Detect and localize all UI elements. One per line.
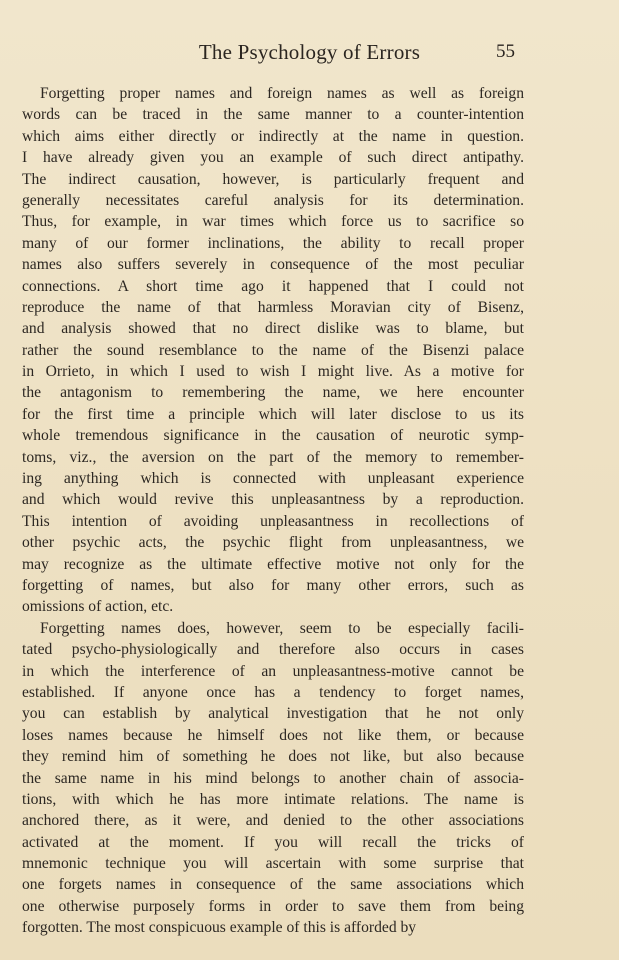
text-line: omissions of action, etc. [22, 598, 174, 616]
text-line: for the first time a principle which will later disclose to us its [22, 405, 524, 423]
text-line: tions, with which he has more intimate relations. The name is [22, 790, 524, 808]
text-line: words can be traced in the same manner to a counter-intention [22, 106, 524, 124]
text-line: The indirect causation, however, is particularly frequent and [22, 170, 524, 188]
text-line: and which would revive this unpleasantness by a reproduction. [22, 491, 524, 509]
text-line: rather the sound resemblance to the name of the Bisenzi palace [22, 341, 524, 359]
text-line: Forgetting proper names and foreign names as well as foreign [40, 85, 524, 102]
text-line: anchored there, as it were, and denied to the other associations [22, 812, 524, 830]
body-text [22, 83, 524, 939]
text-line: in Orrieto, in which I used to wish I might live. As a motive for [22, 363, 524, 381]
text-line: forgotten. The most conspicuous example of this is afforded by [22, 919, 417, 937]
paragraph [22, 618, 524, 939]
text-line: loses names because he himself does not like them, or because [22, 726, 524, 744]
text-line: toms, viz., the aversion on the part of the memory to remember- [22, 448, 524, 466]
text-line: I have already given you an example of such direct antipathy. [22, 149, 524, 167]
text-line: activated at the moment. If you will recall the tricks of [22, 833, 524, 851]
text-line: you can establish by analytical investigation that he not only [22, 705, 524, 723]
text-line: one forgets names in consequence of the same associations which [22, 876, 524, 894]
text-line: which aims either directly or indirectly at the name in question. [22, 127, 524, 145]
text-line: This intention of avoiding unpleasantness in recollections of [22, 512, 524, 530]
text-line: connections. A short time ago it happened that I could not [22, 277, 524, 295]
text-line: established. If anyone once has a tendency to forget names, [22, 683, 524, 701]
text-line: ing anything which is connected with unpleasant experience [22, 470, 524, 488]
text-line: many of our former inclinations, the ability to recall proper [22, 234, 524, 252]
text-line: may recognize as the ultimate effective motive not only for the [22, 555, 524, 573]
text-line: in which the interference of an unpleasantness-motive cannot be [22, 662, 524, 680]
running-head [0, 40, 619, 70]
text-line: Forgetting names does, however, seem to be especially facili- [40, 619, 524, 637]
running-title: The Psychology of Errors [198, 40, 421, 64]
text-line: and analysis showed that no direct dislike was to blame, but [22, 320, 524, 338]
page-number: 55 [496, 41, 515, 62]
text-line: one otherwise purposely forms in order to save them from being [22, 897, 524, 915]
text-line: whole tremendous significance in the causation of neurotic symp- [22, 427, 524, 445]
text-line: tated psycho-physiologically and therefore also occurs in cases [22, 641, 524, 659]
text-line: Thus, for example, in war times which force us to sacrifice so [22, 213, 524, 231]
text-line: other psychic acts, the psychic flight from unpleasantness, we [22, 534, 524, 552]
text-line: they remind him of something he does not like, but also because [22, 748, 524, 766]
text-line: the antagonism to remembering the name, we here encounter [22, 384, 524, 402]
text-line: mnemonic technique you will ascertain with some surprise that [22, 855, 524, 873]
text-line: the same name in his mind belongs to another chain of associa- [22, 769, 524, 787]
text-line: reproduce the name of that harmless Moravian city of Bisenz, [22, 298, 524, 316]
paragraph [22, 83, 524, 618]
text-line: generally necessitates careful analysis for its determination. [22, 191, 524, 209]
text-line: names also suffers severely in consequence of the most peculiar [22, 256, 524, 274]
text-line: forgetting of names, but also for many other errors, such as [22, 576, 524, 594]
